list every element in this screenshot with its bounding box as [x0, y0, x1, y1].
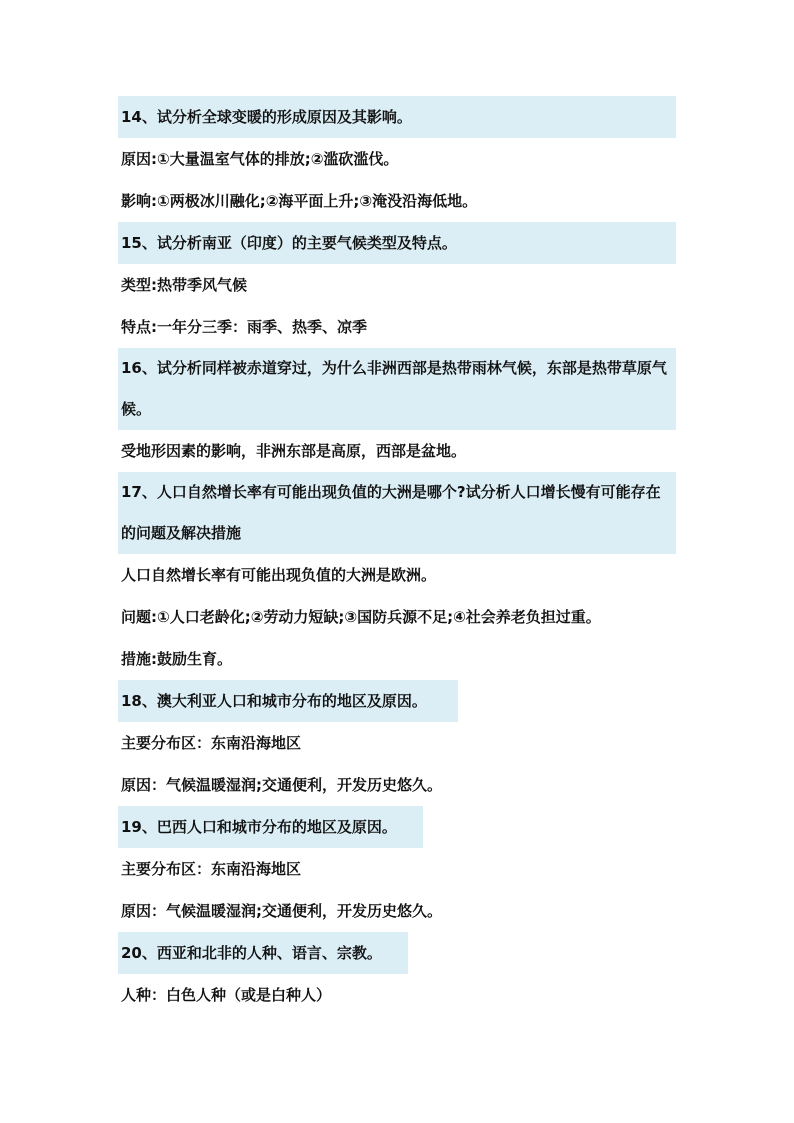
qa-content: [118, 96, 678, 1016]
answer-line: 人种：白色人种（或是白种人）: [121, 986, 332, 1004]
answer-line: 原因：气候温暖湿润;交通便利，开发历史悠久。: [121, 902, 443, 920]
question-20: 20、西亚和北非的人种、语言、宗教。: [118, 932, 408, 974]
answer-line: 特点:一年分三季：雨季、热季、凉季: [121, 318, 368, 336]
question-17: 17、人口自然增长率有可能出现负值的大洲是哪个?试分析人口增长慢有可能存在的问题及解决措施: [118, 472, 676, 554]
question-14: 14、试分析全球变暖的形成原因及其影响。: [118, 96, 676, 138]
answer-line: 主要分布区：东南沿海地区: [121, 860, 302, 878]
answer-line: 原因：气候温暖湿润;交通便利，开发历史悠久。: [121, 776, 443, 794]
question-15: 15、试分析南亚（印度）的主要气候类型及特点。: [118, 222, 676, 264]
answer-line: 问题:①人口老龄化;②劳动力短缺;③国防兵源不足;④社会养老负担过重。: [121, 608, 601, 626]
answer-line: 原因:①大量温室气体的排放;②滥砍滥伐。: [121, 150, 399, 168]
answer-line: 类型:热带季风气候: [121, 276, 247, 294]
question-19: 19、巴西人口和城市分布的地区及原因。: [118, 806, 423, 848]
answer-line: 措施:鼓励生育。: [121, 650, 232, 668]
answer-line: 影响:①两极冰川融化;②海平面上升;③淹没沿海低地。: [121, 192, 478, 210]
question-18: 18、澳大利亚人口和城市分布的地区及原因。: [118, 680, 458, 722]
answer-line: 主要分布区：东南沿海地区: [121, 734, 302, 752]
answer-line: 人口自然增长率有可能出现负值的大洲是欧洲。: [121, 566, 437, 584]
question-16: 16、试分析同样被赤道穿过，为什么非洲西部是热带雨林气候，东部是热带草原气候。: [118, 348, 676, 430]
answer-line: 受地形因素的影响，非洲东部是高原，西部是盆地。: [121, 442, 467, 460]
